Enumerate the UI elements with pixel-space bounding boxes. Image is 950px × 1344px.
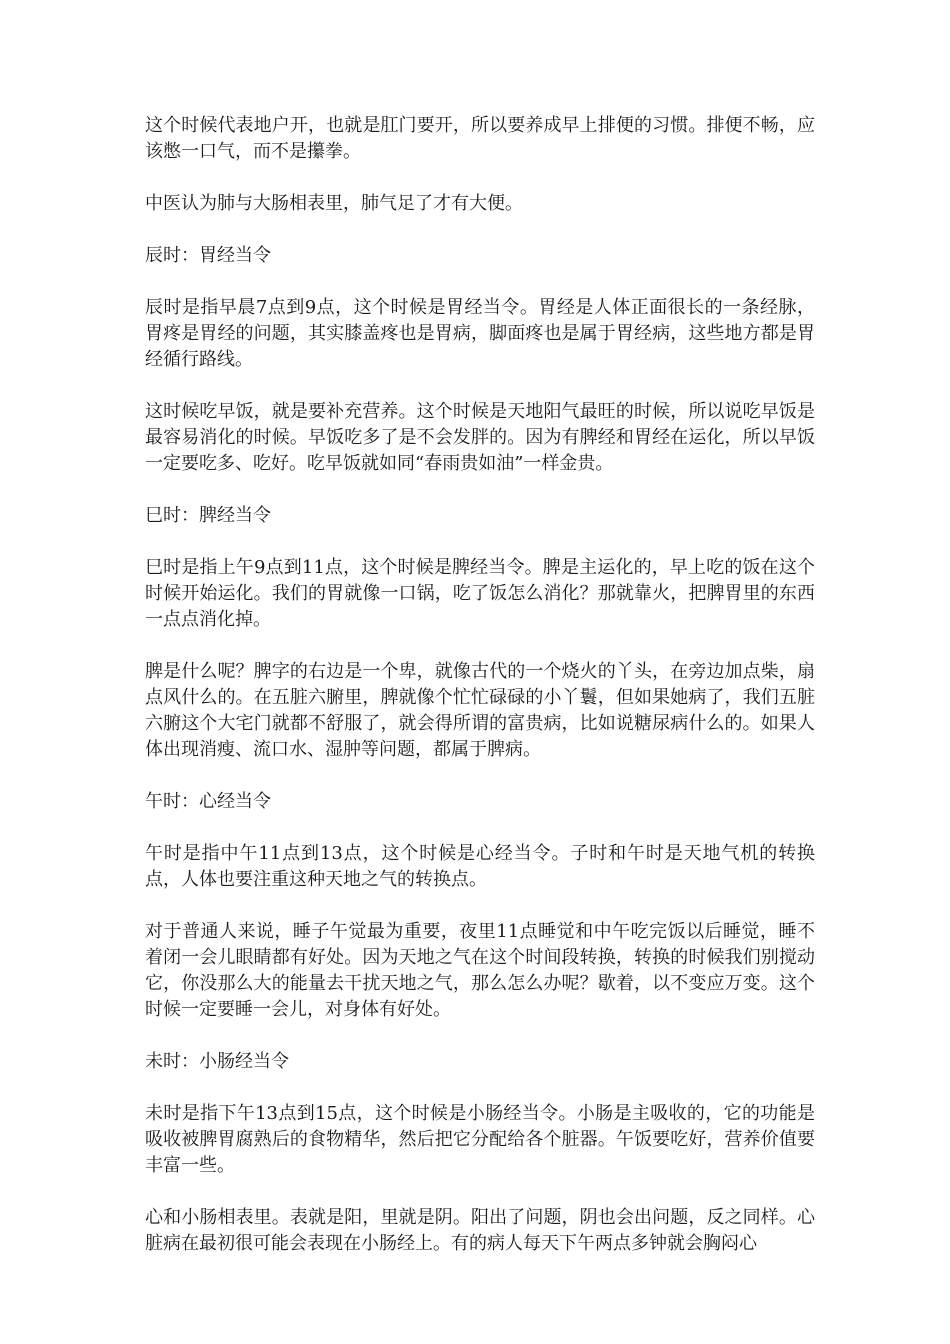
section-heading: 辰时：胃经当令 xyxy=(145,245,271,266)
paragraph: 午时是指中午11点到13点，这个时候是心经当令。子时和午时是天地气机的转换点，人体也要注重这种天地之气的转换点。 xyxy=(145,843,815,890)
paragraph: 这个时候代表地户开，也就是肛门要开，所以要养成早上排便的习惯。排便不畅，应该憋一口气，而不是攥拳。 xyxy=(145,115,815,162)
section-heading: 午时：心经当令 xyxy=(145,791,271,812)
paragraph: 脾是什么呢？脾字的右边是一个卑，就像古代的一个烧火的丫头，在旁边加点柴，扇点风什么的。在五脏六腑里，脾就像个忙忙碌碌的小丫鬟，但如果她病了，我们五脏六腑这个大宅门就都不舒服了，就会得所谓的富贵病，比如说糖尿病什么的。如果人体出现消瘦、流口水、湿肿等问题，都属于脾病。 xyxy=(145,661,815,760)
paragraph: 这时候吃早饭，就是要补充营养。这个时候是天地阳气最旺的时候，所以说吃早饭是最容易消化的时候。早饭吃多了是不会发胖的。因为有脾经和胃经在运化，所以早饭一定要吃多、吃好。吃早饭就如同“春雨贵如油”一样金贵。 xyxy=(145,401,815,474)
paragraph: 未时是指下午13点到15点，这个时候是小肠经当令。小肠是主吸收的，它的功能是吸收被脾胃腐熟后的食物精华，然后把它分配给各个脏器。午饭要吃好，营养价值要丰富一些。 xyxy=(145,1103,815,1176)
paragraph: 辰时是指早晨7点到9点，这个时候是胃经当令。胃经是人体正面很长的一条经脉，胃疼是胃经的问题，其实膝盖疼也是胃病，脚面疼也是属于胃经病，这些地方都是胃经循行路线。 xyxy=(145,297,815,370)
paragraph: 对于普通人来说，睡子午觉最为重要，夜里11点睡觉和中午吃完饭以后睡觉，睡不着闭一会儿眼睛都有好处。因为天地之气在这个时间段转换，转换的时候我们别搅动它，你没那么大的能量去干扰天地之气，那么怎么办呢？歇着，以不变应万变。这个时候一定要睡一会儿，对身体有好处。 xyxy=(145,921,815,1020)
section-heading: 巳时：脾经当令 xyxy=(145,505,271,526)
section-heading: 未时：小肠经当令 xyxy=(145,1051,289,1072)
document-body xyxy=(145,113,815,1283)
paragraph: 中医认为肺与大肠相表里，肺气足了才有大便。 xyxy=(145,193,523,214)
paragraph: 心和小肠相表里。表就是阳，里就是阴。阳出了问题，阴也会出问题，反之同样。心脏病在最初很可能会表现在小肠经上。有的病人每天下午两点多钟就会胸闷心 xyxy=(145,1207,815,1254)
paragraph: 巳时是指上午9点到11点，这个时候是脾经当令。脾是主运化的，早上吃的饭在这个时候开始运化。我们的胃就像一口锅，吃了饭怎么消化？那就靠火，把脾胃里的东西一点点消化掉。 xyxy=(145,557,815,630)
